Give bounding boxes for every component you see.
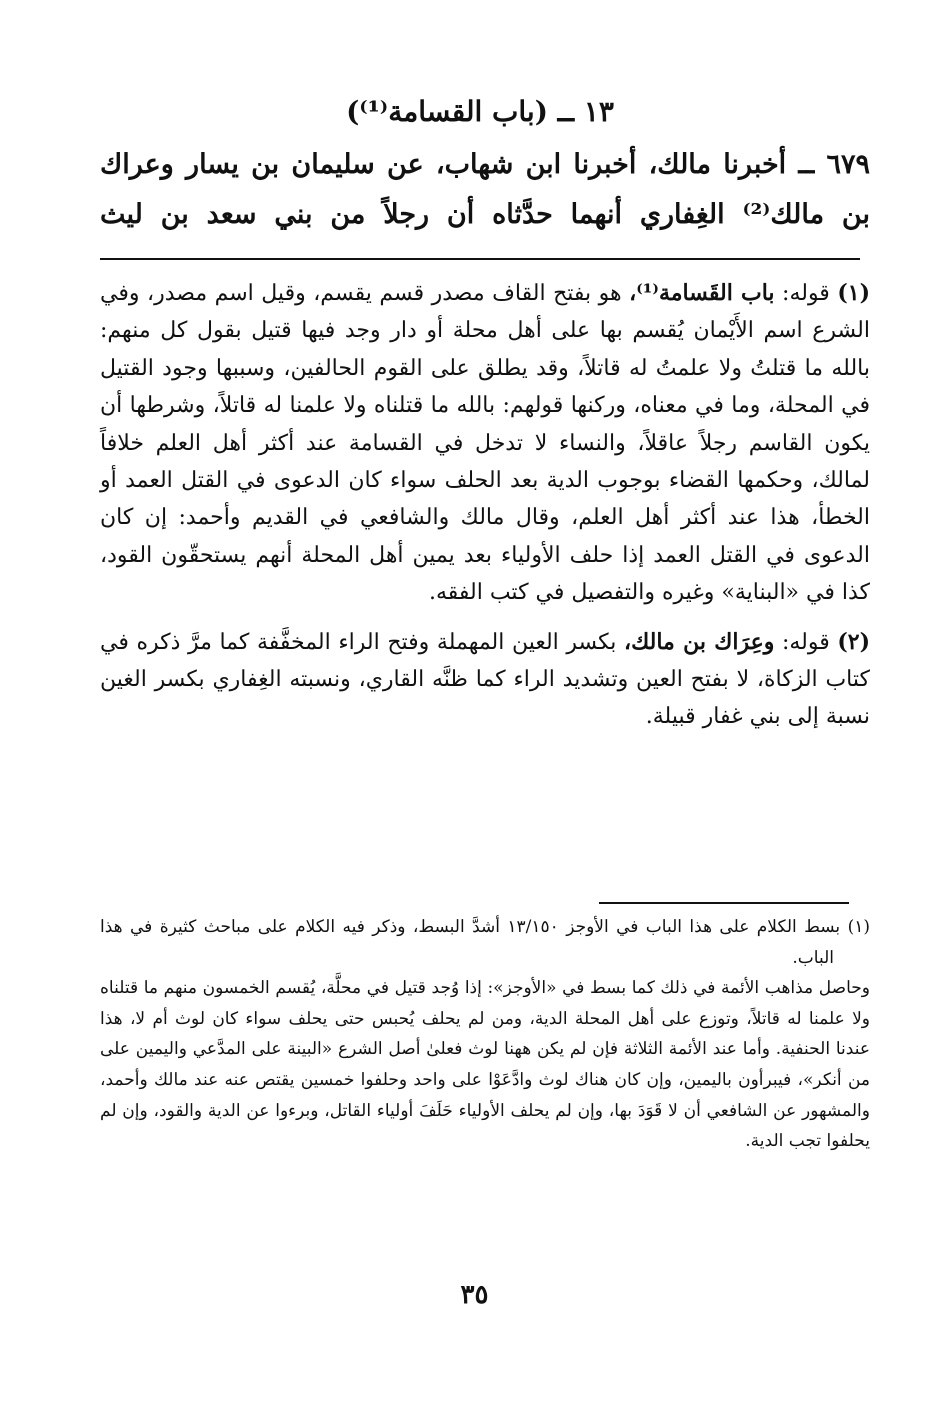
footnote-divider <box>599 902 849 904</box>
note-marker: (١) <box>837 280 870 306</box>
note-lead: قوله: <box>782 281 830 306</box>
chapter-heading: ١٣ ــ (باب القسامة⁽¹⁾) <box>346 95 614 128</box>
footnote-1-continuation: وحاصل مذاهب الأئمة في ذلك كما بسط في «الأوجز»: إذا وُجد قتيل في محلَّة، يُقسم الخمسون منهم ما قتلناه ولا علمنا له قاتلاً، وتوزع على أهل المحلة الدية، ومن لم يحلف يُحبس حتى يحلف سواء كان لوث أم لا، هذا عندنا الحنفية. وأما عند الأئمة الثلاثة فإن لم يكن ههنا لوث فعلىٰ أصل الشرع «البينة على المدَّعي واليمين على من أنكر»، فيبرأون باليمين، وإن كان هناك لوث وادَّعَوْا على واحد وحلفوا خمسين يقتص عنه عند مالك وأحمد، والمشهور عن الشافعي أن لا قَوَدَ بها، وإن لم يحلف الأولياء حَلَفَ أولياء القاتل، وبرءوا عن الدية والقود، وإن لم يحلفوا تجب الدية. <box>100 978 870 1152</box>
commentary-note-1 <box>100 275 870 612</box>
commentary-note-2 <box>100 624 870 736</box>
note-marker: (٢) <box>837 628 870 655</box>
main-divider <box>100 258 860 260</box>
footnote-1 <box>100 912 870 973</box>
footnotes-section <box>100 912 870 1157</box>
note-term: وعِرَاك بن مالك، <box>624 628 775 655</box>
note-lead: قوله: <box>781 629 830 655</box>
footnote-marker: (١) <box>847 917 870 937</box>
commentary-section <box>100 275 870 748</box>
note-text: هو بفتح القاف مصدر قسم يقسم، وقيل اسم مصدر، وفي الشرع اسم الأَيْمان يُقسم بها على أهل محلة أو دار وجد فيها قتيل بقول كل منهم: بالله ما قتلتُ ولا علمتُ له قاتلاً، وقد يطلق على القوم الحالفين، وسببها وجود القتيل في المحلة، وما في معناه، وركنها قولهم: بالله ما قتلناه ولا علمنا له قاتلاً، وشرطها أن يكون القاسم رجلاً عاقلاً، والنساء لا تدخل في القسامة عند أكثر أهل العلم خلافاً لمالك، وحكمها القضاء بوجوب الدية بعد الحلف سواء كان الدعوى في القتل العمد أو الخطأ، هذا عند أكثر أهل العلم، وقال مالك والشافعي في القديم وأحمد: إن كان الدعوى في القتل العمد إذا حلف الأولياء بعد يمين أهل المحلة أنهم يستحقّون القود، كذا في «البناية» وغيره والتفصيل في كتب الفقه. <box>100 281 871 606</box>
note-term: باب القَسامة⁽¹⁾، <box>629 280 775 306</box>
note-text: بكسر العين المهملة وفتح الراء المخفَّفة كما مرَّ ذكره في كتاب الزكاة، لا بفتح العين وتشديد الراء كما ظنَّه القاري، ونسبته الغِفاري بكسر الغين نسبة إلى بني غفار قبيلة. <box>100 629 870 730</box>
hadith-text: ٦٧٩ ــ أخبرنا مالك، أخبرنا ابن شهاب، عن سليمان بن يسار وعراك بن مالك⁽²⁾ الغِفاري أنهما حدَّثاه أن رجلاً من بني سعد بن ليث <box>100 149 870 230</box>
footnote-text: بسط الكلام على هذا الباب في الأوجز ١٣/١٥٠ أشدَّ البسط، وذكر فيه الكلام على مباحث كثيرة في هذا الباب. <box>100 917 841 968</box>
page-number: ٣٥ <box>460 1280 489 1310</box>
